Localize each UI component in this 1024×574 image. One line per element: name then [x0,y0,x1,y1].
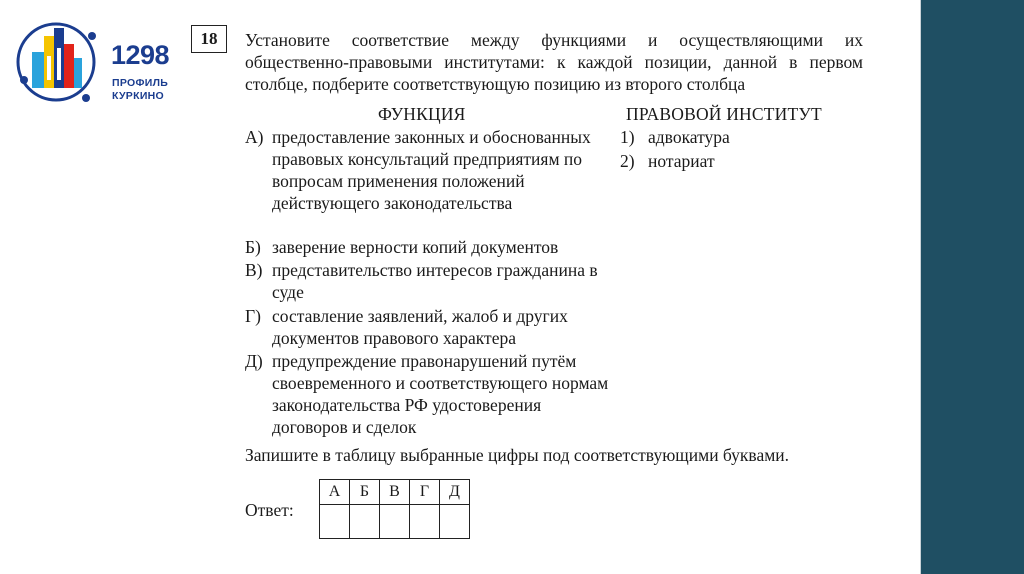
logo-number: 1298 [111,40,170,70]
logo-line-1: ПРОФИЛЬ [112,77,169,89]
function-item [245,305,615,349]
answer-value-cell[interactable] [380,505,410,539]
function-item [245,126,615,214]
answer-value-cell[interactable] [410,505,440,539]
institution-item [620,150,715,172]
answer-table [319,479,470,539]
answer-value-cell[interactable] [440,505,470,539]
institution-text: адвокатура [648,127,730,147]
function-text: предоставление законных и обоснованных правовых консультаций предприятиям по вопросам применения положений действующего законодательства [272,127,591,213]
right-sidebar [921,0,1024,574]
institution-number: 1) [620,127,635,147]
function-text: представительство интересов гражданина в суде [272,260,598,302]
school-logo [12,14,187,114]
logo-line-2: КУРКИНО [112,90,165,102]
function-letter: Б) [245,237,261,257]
function-letter: Д) [245,351,263,371]
function-text: предупреждение правонарушений путём своевременного и соответствующего нормам законодательства РФ удостоверения договоров и сделок [272,351,609,437]
institution-column-header: ПРАВОВОЙ ИНСТИТУТ [626,104,822,124]
function-text: заверение верности копий документов [272,237,559,257]
function-letter: Г) [245,306,261,326]
function-text: составление заявлений, жалоб и других документов правового характера [272,306,568,348]
answer-letter-cell: В [380,480,410,505]
function-letter: В) [245,260,263,280]
answer-letter-cell: Д [440,480,470,505]
answer-letter-cell: Б [350,480,380,505]
instruction-text: Запишите в таблицу выбранные цифры под соответствующими буквами. [245,445,790,465]
function-item [245,350,615,438]
answer-value-cell[interactable] [350,505,380,539]
institution-text: нотариат [648,151,715,171]
answer-value-cell[interactable] [320,505,350,539]
institution-number: 2) [620,151,635,171]
function-column-header: ФУНКЦИЯ [378,104,466,124]
function-item [245,236,615,258]
institution-item [620,126,730,148]
function-item [245,259,615,303]
task-number: 18 [191,25,227,53]
function-letter: А) [245,127,264,147]
logo-emblem-icon [12,14,112,114]
question-text: Установите соответствие между функциями и осуществляющими их общественно-правовыми институтами: к каждой позиции, данной в первом столбце, подберите соответствующую позицию из второго столбца [245,30,863,94]
answer-letter-cell: А [320,480,350,505]
answer-letter-cell: Г [410,480,440,505]
answer-label: Ответ: [245,500,294,520]
